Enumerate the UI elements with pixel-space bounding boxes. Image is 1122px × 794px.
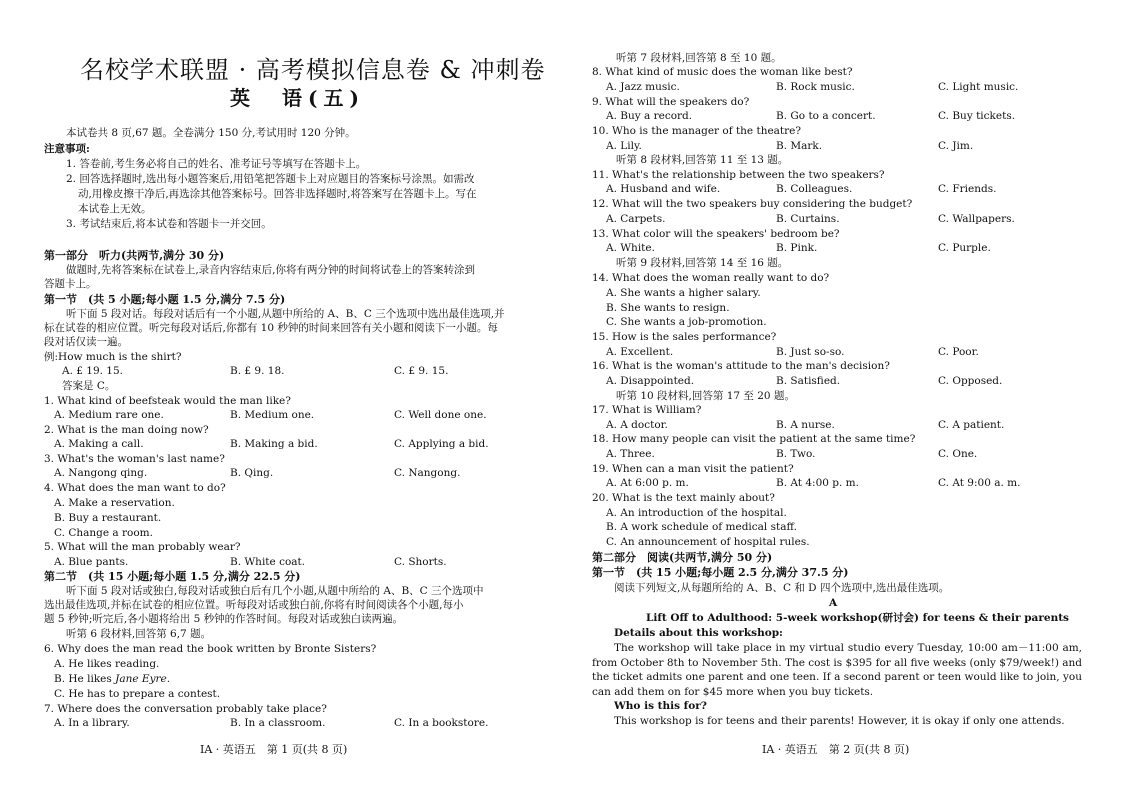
option: A. White. — [606, 242, 655, 254]
option: C. £ 9. 15. — [394, 365, 449, 377]
question: 5. What will the man probably wear? — [44, 541, 241, 553]
option: B. Pink. — [776, 242, 818, 254]
question: 3. What's the woman's last name? — [44, 453, 225, 465]
question: 19. When can a man visit the patient? — [592, 463, 794, 475]
exam-intro: 本试卷共 8 页,67 题。全卷满分 150 分,考试用时 120 分钟。 — [66, 127, 356, 139]
section1-desc: 段对话仅读一遍。 — [44, 336, 128, 348]
option: C. Change a room. — [54, 527, 153, 539]
option — [54, 673, 170, 686]
option: A. In a library. — [54, 717, 130, 729]
option: B. Buy a restaurant. — [54, 512, 162, 524]
material-label: 听第 7 段材料,回答第 8 至 10 题。 — [616, 52, 782, 64]
option: A. Excellent. — [606, 346, 674, 358]
material-label: 听第 8 段材料,回答第 11 至 13 题。 — [616, 154, 789, 166]
option: C. Opposed. — [938, 375, 1003, 387]
page-title: 名校学术联盟 · 高考模拟信息卷 & 冲刺卷 — [80, 56, 546, 84]
option: B. A nurse. — [776, 419, 835, 431]
who-paragraph: This workshop is for teens and their parents! However, it is okay if only one attends. — [614, 715, 1065, 727]
option: B. She wants to resign. — [606, 302, 730, 314]
note-line: 2. 回答选择题时,选出每小题答案后,用铅笔把答题卡上对应题目的答案标号涂黑。如需改 — [66, 173, 475, 185]
option: C. Buy tickets. — [938, 110, 1016, 122]
option: B. Just so-so. — [776, 346, 845, 358]
option: C. Applying a bid. — [394, 438, 489, 450]
option: B. Satisfied. — [776, 375, 841, 387]
part1-heading: 第一部分 听力(共两节,满分 30 分) — [44, 249, 225, 262]
part1-desc: 答题卡上。 — [44, 278, 97, 290]
material-label: 听第 10 段材料,回答第 17 至 20 题。 — [616, 390, 795, 402]
option: C. In a bookstore. — [394, 717, 489, 729]
part2-heading: 第二部分 阅读(共两节,满分 50 分) — [592, 551, 773, 564]
material-label: 听第 9 段材料,回答第 14 至 16 题。 — [616, 257, 789, 269]
option: B. In a classroom. — [230, 717, 326, 729]
question: 6. Why does the man read the book written by Bronte Sisters? — [44, 643, 377, 655]
question: 9. What will the speakers do? — [592, 96, 750, 108]
note-line: 1. 答卷前,考生务必将自己的姓名、准考证号等填写在答题卡上。 — [66, 158, 367, 170]
notes-title: 注意事项: — [44, 143, 90, 155]
option: B. At 4:00 p. m. — [776, 477, 859, 489]
option: A. Nangong qing. — [54, 467, 148, 479]
section2-heading: 第二节 (共 15 小题;每小题 1.5 分,满分 22.5 分) — [44, 570, 301, 583]
option: A. Carpets. — [606, 213, 666, 225]
option: C. One. — [938, 448, 978, 460]
question: 7. Where does the conversation probably take place? — [44, 703, 327, 715]
option: A. Three. — [606, 448, 655, 460]
option: A. Blue pants. — [54, 556, 129, 568]
option: C. Friends. — [938, 183, 997, 195]
option: C. Well done one. — [394, 409, 487, 421]
note-line: 动,用橡皮擦干净后,再选涂其他答案标号。回答非选择题时,将答案写在答题卡上。写在 — [78, 188, 477, 200]
question: 12. What will the two speakers buy considering the budget? — [592, 198, 913, 210]
option: A. Medium rare one. — [54, 409, 164, 421]
example-answer: 答案是 C。 — [62, 380, 116, 392]
note-line: 本试卷上无效。 — [78, 203, 152, 215]
page-subtitle: 英 语(五) — [230, 86, 365, 110]
details-heading: Details about this workshop: — [614, 627, 783, 639]
question: 11. What's the relationship between the two speakers? — [592, 169, 885, 181]
option: C. Nangong. — [394, 467, 461, 479]
question: 14. What does the woman really want to do? — [592, 272, 830, 284]
option: B. Two. — [776, 448, 816, 460]
option-text: . — [166, 673, 171, 685]
section1-desc: 标在试卷的相应位置。听完每段对话后,你都有 10 秒钟的时间来回答有关小题和阅读下一小题。每 — [44, 322, 498, 334]
page-footer: ⅠA · 英语五 第 2 页(共 8 页) — [762, 743, 910, 756]
option: A. An introduction of the hospital. — [606, 507, 787, 519]
option: C. A patient. — [938, 419, 1005, 431]
option: B. White coat. — [230, 556, 306, 568]
section1-desc: 听下面 5 段对话。每段对话后有一个小题,从题中所给的 A、B、C 三个选项中选出最佳选项,并 — [66, 308, 505, 320]
option: A. Jazz music. — [606, 81, 680, 93]
question: 4. What does the man want to do? — [44, 482, 226, 494]
question: 17. What is William? — [592, 404, 702, 416]
part1-desc: 做题时,先将答案标在试卷上,录音内容结束后,你将有两分钟的时间将试卷上的答案转涂到 — [66, 264, 476, 276]
option: A. Make a reservation. — [54, 497, 175, 509]
option: C. At 9:00 a. m. — [938, 477, 1021, 489]
option: C. She wants a job-promotion. — [606, 316, 767, 328]
question: 2. What is the man doing now? — [44, 424, 209, 436]
question: 20. What is the text mainly about? — [592, 492, 775, 504]
option: A. Husband and wife. — [606, 183, 721, 195]
option: B. Rock music. — [776, 81, 855, 93]
option: A. She wants a higher salary. — [606, 287, 761, 299]
option-text: B. He likes — [54, 673, 116, 685]
option: C. Poor. — [938, 346, 979, 358]
option: A. Buy a record. — [606, 110, 693, 122]
who-heading: Who is this for? — [614, 700, 707, 712]
example-question: 例:How much is the shirt? — [44, 351, 182, 363]
option: B. Curtains. — [776, 213, 840, 225]
passage-title: Lift Off to Adulthood: 5-week workshop(研讨会) for teens & their parents — [646, 612, 1069, 624]
part2-section1-heading: 第一节 (共 15 小题;每小题 2.5 分,满分 37.5 分) — [592, 566, 849, 579]
option: C. Shorts. — [394, 556, 447, 568]
question: 10. Who is the manager of the theatre? — [592, 125, 802, 137]
option: A. He likes reading. — [54, 658, 160, 670]
option: A. A doctor. — [606, 419, 668, 431]
option: B. Colleagues. — [776, 183, 853, 195]
option: B. Go to a concert. — [776, 110, 876, 122]
book-title: Jane Eyre — [115, 673, 167, 685]
option: A. At 6:00 p. m. — [606, 477, 689, 489]
option: C. Purple. — [938, 242, 991, 254]
option: B. A work schedule of medical staff. — [606, 521, 797, 533]
option: B. £ 9. 18. — [230, 365, 285, 377]
section2-desc: 选出最佳选项,并标在试卷的相应位置。听每段对话或独白前,你将有时间阅读各个小题,每小 — [44, 599, 464, 611]
passage-letter: A — [829, 597, 838, 609]
question: 1. What kind of beefsteak would the man like? — [44, 395, 291, 407]
option: A. Lily. — [606, 140, 642, 152]
option: C. An announcement of hospital rules. — [606, 536, 810, 548]
question: 8. What kind of music does the woman like best? — [592, 66, 853, 78]
option: C. He has to prepare a contest. — [54, 688, 221, 700]
part2-desc: 阅读下列短文,从每题所给的 A、B、C 和 D 四个选项中,选出最佳选项。 — [614, 582, 950, 594]
option: C. Light music. — [938, 81, 1019, 93]
option: A. £ 19. 15. — [62, 365, 124, 377]
question: 16. What is the woman's attitude to the man's decision? — [592, 360, 890, 372]
note-line: 3. 考试结束后,将本试卷和答题卡一并交回。 — [66, 218, 272, 230]
question: 18. How many people can visit the patient at the same time? — [592, 433, 916, 445]
section1-heading: 第一节 (共 5 小题;每小题 1.5 分,满分 7.5 分) — [44, 293, 286, 306]
option: A. Disappointed. — [606, 375, 695, 387]
question: 13. What color will the speakers' bedroom be? — [592, 228, 840, 240]
section2-desc: 题 5 秒钟;听完后,各小题将给出 5 秒钟的作答时间。每段对话或独白读两遍。 — [44, 613, 404, 625]
option: C. Jim. — [938, 140, 974, 152]
section2-desc: 听下面 5 段对话或独白,每段对话或独白后有几个小题,从题中所给的 A、B、C 三个选项中 — [66, 585, 484, 597]
option: B. Making a bid. — [230, 438, 318, 450]
page-footer: ⅠA · 英语五 第 1 页(共 8 页) — [200, 743, 348, 756]
option: B. Medium one. — [230, 409, 315, 421]
option: A. Making a call. — [54, 438, 144, 450]
material-label: 听第 6 段材料,回答第 6,7 题。 — [66, 628, 212, 640]
option: C. Wallpapers. — [938, 213, 1015, 225]
option: B. Mark. — [776, 140, 823, 152]
option: B. Qing. — [230, 467, 274, 479]
details-paragraph: The workshop will take place in my virtual studio every Tuesday, 10:00 am－11:00 am, from October 8th to November 5th. The cost is $395 for all five weeks (only $79/week!) and the ticket admits one parent and one teen. If a second parent or teen would like to join, you can add them on for $45 more when you buy tickets. — [592, 642, 1083, 698]
question: 15. How is the sales performance? — [592, 331, 777, 343]
